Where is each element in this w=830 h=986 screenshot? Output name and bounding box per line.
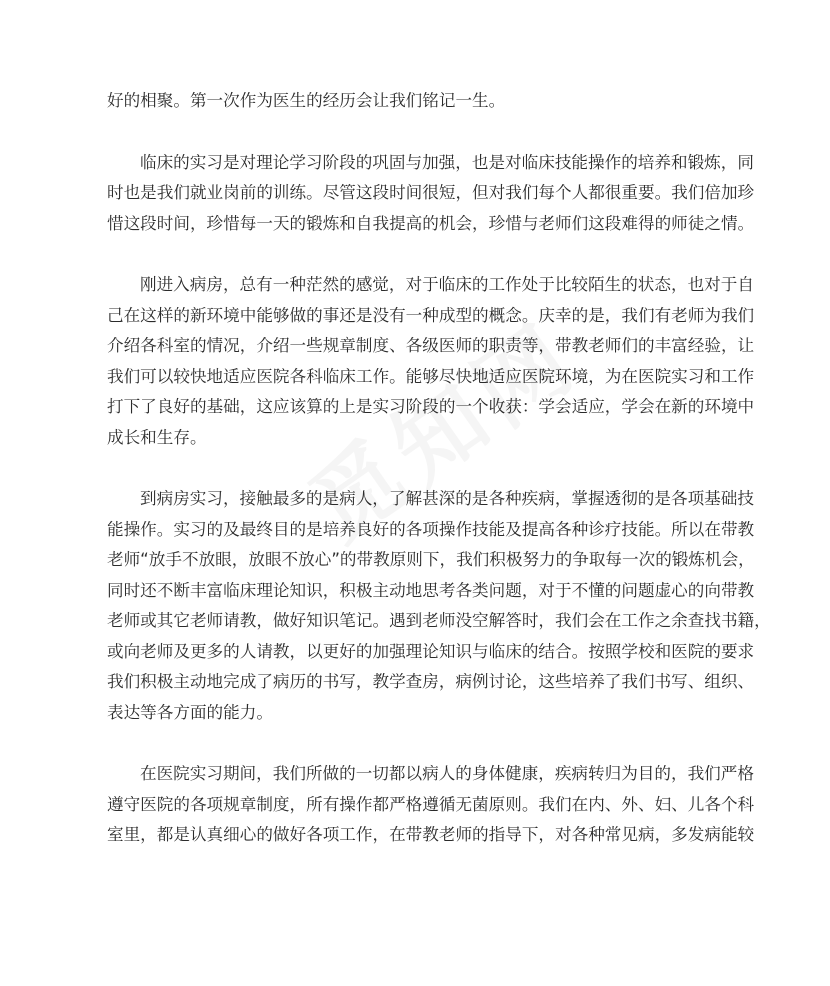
text-line: 老师或其它老师请教，做好知识笔记。遇到老师没空解答时，我们会在工作之余查找书籍， — [107, 611, 771, 630]
text-line: 成长和生存。 — [107, 427, 207, 447]
text-line: 刚进入病房，总有一种茫然的感觉，对于临床的工作处于比较陌生的状态，也对于自 — [140, 275, 754, 294]
text-line: 打下了良好的基础，这应该算的上是实习阶段的一个收获：学会适应，学会在新的环境中 — [107, 397, 755, 416]
text-line: 或向老师及更多的人请教，以更好的加强理论知识与临床的结合。按照学校和医院的要求 — [107, 641, 755, 661]
paragraph — [107, 148, 755, 240]
text-line: 我们积极主动地完成了病历的书写，教学查房，病例讨论，这些培养了我们书写、组织、 — [107, 672, 755, 691]
text-line: 惜这段时间，珍惜每一天的锻炼和自我提高的机会，珍惜与老师们这段难得的师徒之情。 — [107, 213, 755, 233]
text-line: 能操作。实习的及最终目的是培养良好的各项操作技能及提高各种诊疗技能。所以在带教 — [107, 519, 755, 539]
text-line: 表达等各方面的能力。 — [107, 702, 273, 722]
text-line: 好的相聚。第一次作为医生的经历会让我们铭记一生。 — [107, 91, 506, 110]
paragraph — [107, 270, 755, 453]
document-page — [107, 86, 771, 882]
text-line: 介绍各科室的情况，介绍一些规章制度、各级医师的职责等，带教老师们的丰富经验，让 — [107, 336, 755, 355]
paragraph — [107, 484, 771, 728]
text-line: 到病房实习，接触最多的是病人，了解甚深的是各种疾病，掌握透彻的是各项基础技 — [140, 489, 754, 508]
text-line: 我们可以较快地适应医院各科临床工作。能够尽快地适应医院环境，为在医院实习和工作 — [107, 366, 755, 386]
text-line: 室里，都是认真细心的做好各项工作，在带教老师的指导下，对各种常见病，多发病能较 — [107, 825, 755, 844]
text-line: 遵守医院的各项规章制度，所有操作都严格遵循无菌原则。我们在内、外、妇、儿各个科 — [107, 794, 755, 814]
paragraph — [107, 86, 729, 117]
text-line: 同时还不断丰富临床理论知识，积极主动地思考各类问题，对于不懂的问题虚心的向带教 — [107, 580, 755, 600]
text-line: 时也是我们就业岗前的训练。尽管这段时间很短，但对我们每个人都很重要。我们倍加珍 — [107, 183, 755, 202]
text-line: 临床的实习是对理论学习阶段的巩固与加强，也是对临床技能操作的培养和锻炼，同 — [140, 152, 754, 172]
text-line: 老师“放手不放眼，放眼不放心”的带教原则下，我们积极努力的争取每一次的锻炼机会， — [107, 550, 755, 569]
text-line: 在医院实习期间，我们所做的一切都以病人的身体健康，疾病转归为目的，我们严格 — [140, 764, 754, 783]
text-line: 己在这样的新环境中能够做的事还是没有一种成型的概念。庆幸的是，我们有老师为我们 — [107, 305, 755, 325]
paragraph — [107, 759, 755, 851]
